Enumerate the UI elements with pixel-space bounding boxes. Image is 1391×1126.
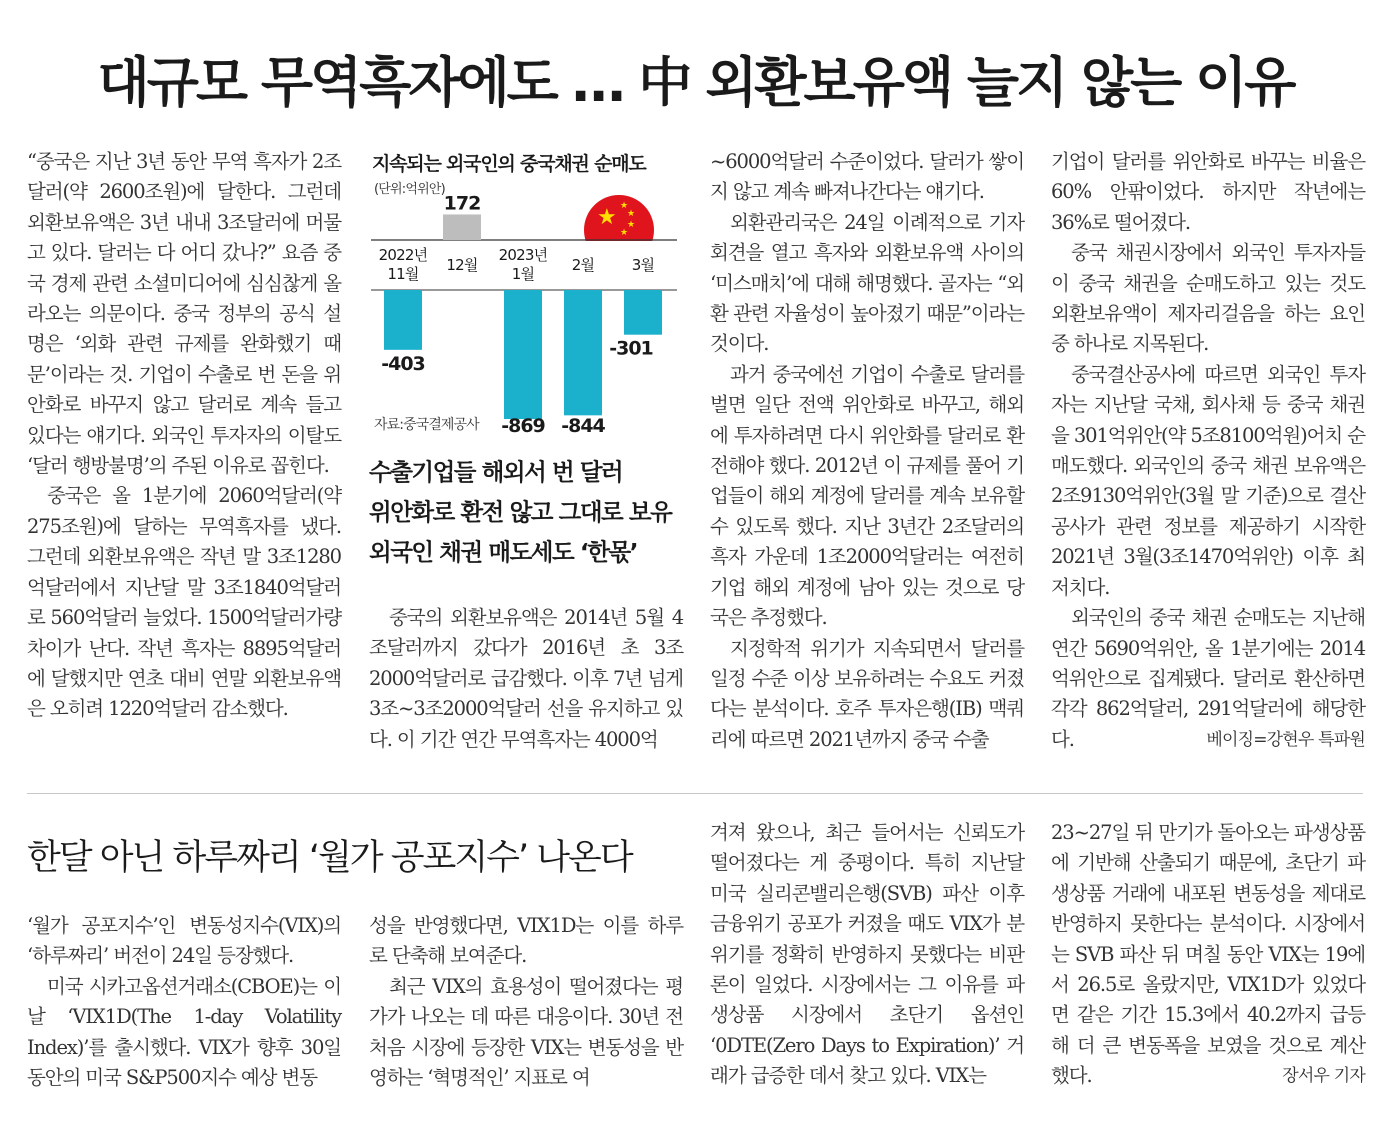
chart-title: 지속되는 외국인의 중국채권 순매도 [372, 153, 646, 175]
byline: 장서우 기자 [1282, 1066, 1365, 1087]
category-label: 12월 [446, 256, 478, 274]
article2-column-3 [710, 818, 1024, 1092]
category-label: 11월 [387, 265, 419, 283]
paragraph: 최근 VIX의 효용성이 떨어졌다는 평가가 나오는 데 따른 대응이다. 30년 전 처음 시장에 등장한 VIX는 변동성을 반영하는 ‘혁명적인’ 지표로 여 [369, 974, 683, 1090]
paragraph: “중국은 지난 3년 동안 무역 흑자가 2조달러(약 2600조원)에 달한다. 그런데 외환보유액은 3년 내내 3조달러에 머물고 있다. 달러는 다 어디 갔나?” 요즘 중국 경제 관련 소셜미디어에 심심찮게 올라오는 의문이다. 중국 정부의 공식 설명은 ‘외화 관련 규제를 완화했기 때문’이라는 것. 기업이 수출로 번 돈을 위안화로 바꾸지 않고 달러로 계속 들고 있다는 얘기다. 외국인 투자자의 이탈도 ‘달러 행방불명’의 주된 이유로 꼽힌다. [27, 150, 341, 478]
bar [624, 290, 662, 335]
chart-source: 자료:중국결제공사 [374, 417, 479, 433]
paragraph: 기업이 달러를 위안화로 바꾸는 비율은 60% 안팎이었다. 하지만 작년에는 36%로 떨어졌다. [1051, 150, 1365, 234]
category-label: 2월 [571, 256, 595, 274]
data-label: -403 [381, 352, 425, 375]
data-label: 172 [443, 192, 481, 215]
paragraph: 과거 중국에선 기업이 수출로 달러를 벌면 일단 전액 위안화로 바꾸고, 해외에 투자하려면 다시 위안화를 달러로 환전해야 했다. 2012년 이 규제를 풀어 기업들이 해외 계정에 달러를 계속 보유할 수 있도록 했다. 지난 3년간 2조달러의 흑자 가운데 1조2000억달러는 여전히 기업 해외 계정에 남아 있는 것으로 당국은 추정했다. [710, 362, 1024, 630]
bar [384, 290, 422, 350]
data-label: -301 [609, 337, 653, 360]
article-column-2 [369, 603, 683, 755]
article-column-4 [1051, 147, 1365, 755]
article-column-1 [27, 147, 341, 725]
subheadline-line: 수출기업들 해외서 번 달러 [369, 458, 623, 486]
bar [443, 214, 481, 240]
subheadline-line: 위안화로 환전 않고 그대로 보유 [369, 498, 672, 526]
paragraph: 겨져 왔으나, 최근 들어서는 신뢰도가 떨어졌다는 게 중평이다. 특히 지난달 미국 실리콘밸리은행(SVB) 파산 이후 금융위기 공포가 커졌을 때도 VIX가 분위기를 정확히 반영하지 못했다는 비판론이 일었다. 시장에서는 그 이유를 파생상품 시장에서 초단기 옵션인 ‘0DTE(Zero Days to Expiration)’ 거래가 급증한 데서 찾고 있다. VIX는 [710, 821, 1024, 1088]
paragraph: 중국의 외환보유액은 2014년 5월 4조달러까지 갔다가 2016년 초 3조2000억달러로 급감했다. 이후 7년 넘게 3조~3조2000억달러 선을 유지하고 있다. 이 기간 연간 무역흑자는 4000억 [369, 606, 683, 751]
chart-plot [369, 140, 689, 440]
paragraph: ~6000억달러 수준이었다. 달러가 쌓이지 않고 계속 빠져나간다는 얘기다. [710, 150, 1024, 204]
paragraph: 중국은 올 1분기에 2060억달러(약 275조원)에 달하는 무역흑자를 냈다. 그런데 외환보유액은 작년 말 3조1280억달러에서 지난달 말 3조1840억달러로 560억달러 늘었다. 1500억달러가량 차이가 난다. 작년 흑자는 8895억달러에 달했지만 연초 대비 연말 외환보유액은 오히려 1220억달러 감소했다. [27, 484, 341, 721]
bar [564, 290, 602, 415]
section-divider [27, 793, 1363, 794]
category-label: 2022년 [378, 246, 428, 264]
headline: 대규모 무역흑자에도 … 中 외환보유액 늘지 않는 이유 [97, 51, 1294, 114]
paragraph: 미국 시카고옵션거래소(CBOE)는 이날 ‘VIX1D(The 1-day Volatility Index)’를 출시했다. VIX가 향후 30일 동안의 미국 S&P500지수 예상 변동 [27, 974, 341, 1090]
article2-column-4 [1051, 818, 1365, 1092]
paragraph [1051, 818, 1365, 1092]
paragraph: 성을 반영했다면, VIX1D는 이를 하루로 단축해 보여준다. [369, 914, 683, 968]
paragraph-text: 23~27일 뒤 만기가 돌아오는 파생상품에 기반해 산출되기 때문에, 초단기 파생상품 거래에 내포된 변동성을 제대로 반영하지 못한다는 분석이다. 시장에서는 SVB 파산 뒤 며칠 동안 VIX는 19에서 26.5로 올랐지만, VIX1D가 있었다면 같은 기간 15.3에서 40.2까지 급등해 더 큰 변동폭을 보였을 것으로 계산했다. [1051, 821, 1365, 1088]
bar-chart [369, 140, 689, 440]
paragraph: 중국 채권시장에서 외국인 투자자들이 중국 채권을 순매도하고 있는 것도 외환보유액이 제자리걸음을 하는 요인 중 하나로 지목된다. [1051, 241, 1365, 356]
bar [504, 290, 542, 419]
paragraph [1051, 603, 1365, 755]
article2-column-2 [369, 911, 683, 1093]
china-flag-icon: ★ ★ ★ ★ ★ [584, 195, 654, 241]
paragraph: 지정학적 위기가 지속되면서 달러를 일정 수준 이상 보유하려는 수요도 커졌다는 분석이다. 호주 투자은행(IB) 맥쿼리에 따르면 2021년까지 중국 수출 [710, 636, 1024, 751]
headline-2: 한달 아닌 하루짜리 ‘월가 공포지수’ 나온다 [27, 838, 632, 878]
paragraph: 외환관리국은 24일 이례적으로 기자회견을 열고 흑자와 외환보유액 사이의 ‘미스매치’에 대해 해명했다. 골자는 “외환 관련 자율성이 높아졌기 때문”이라는 것이다. [710, 210, 1024, 356]
article2-column-1 [27, 911, 341, 1093]
chart-unit: (단위:억위안) [374, 182, 445, 197]
category-label: 1월 [511, 265, 535, 283]
subheadline [369, 452, 699, 572]
paragraph: 중국결산공사에 따르면 외국인 투자자는 지난달 국채, 회사채 등 중국 채권을 301억위안(약 5조8100억원)어치 순매도했다. 외국인의 중국 채권 보유액은 2조9130억위안(3월 말 기준)으로 결산공사가 관련 정보를 제공하기 시작한 2021년 3월(3조1470억위안) 이후 최저치다. [1051, 362, 1365, 599]
paragraph-text: 외국인의 중국 채권 순매도는 지난해 연간 5690억위안, 올 1분기에는 2014억위안으로 집계됐다. 달러로 환산하면 각각 862억달러, 291억달러에 해당한다. [1051, 606, 1365, 751]
article-column-3 [710, 147, 1024, 755]
data-label: -869 [501, 415, 545, 437]
byline: 베이징=강현우 특파원 [1206, 729, 1365, 750]
subheadline-line: 외국인 채권 매도세도 ‘한몫’ [369, 538, 638, 566]
data-label: -844 [561, 415, 605, 437]
category-label: 3월 [631, 256, 655, 274]
category-label: 2023년 [498, 246, 548, 264]
paragraph: ‘월가 공포지수’인 변동성지수(VIX)의 ‘하루짜리’ 버전이 24일 등장했다. [27, 914, 341, 968]
